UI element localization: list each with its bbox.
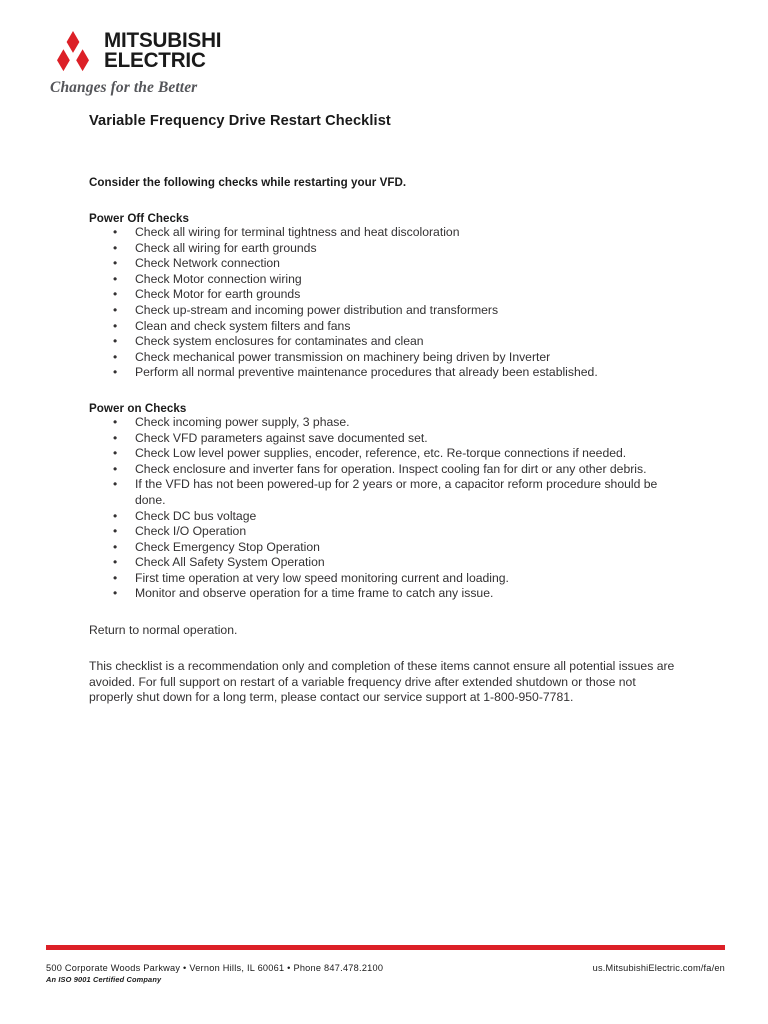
closing-paragraph: Return to normal operation. (89, 623, 238, 638)
list-item: • Check mechanical power transmission on machinery being driven by Inverter (89, 350, 689, 366)
mitsubishi-three-diamond-icon (50, 31, 96, 73)
list-item: • First time operation at very low speed monitoring current and loading. (89, 571, 689, 587)
footer-address: 500 Corporate Woods Parkway • Vernon Hills, IL 60061 • Phone 847.478.2100 (46, 963, 384, 973)
list-item: • Perform all normal preventive maintenance procedures that already been established. (89, 365, 689, 381)
page-title: Variable Frequency Drive Restart Checklist (89, 113, 391, 129)
list-item: • Check up-stream and incoming power distribution and transformers (89, 303, 689, 319)
footer-website-link[interactable]: us.MitsubishiElectric.com/fa/en (592, 963, 725, 973)
checklist-power-off (89, 225, 689, 381)
footer-company-info (46, 962, 506, 985)
list-item: • Check Network connection (89, 256, 689, 272)
list-item: • Check all wiring for terminal tightness and heat discoloration (89, 225, 689, 241)
list-item: • Check Motor for earth grounds (89, 287, 689, 303)
list-item: • Check Low level power supplies, encoder, reference, etc. Re-torque connections if needed. (89, 446, 689, 462)
list-item: • Check Emergency Stop Operation (89, 540, 689, 556)
checklist-power-on (89, 415, 689, 602)
list-item: • Check I/O Operation (89, 524, 689, 540)
list-item: • Check all wiring for earth grounds (89, 241, 689, 257)
mitsubishi-electric-logo (50, 29, 310, 101)
footer-iso-certification: An ISO 9001 Certified Company (46, 975, 162, 984)
brand-wordmark (104, 28, 226, 72)
list-item: • Check All Safety System Operation (89, 555, 689, 571)
list-item: • Check Motor connection wiring (89, 272, 689, 288)
document-body (89, 113, 689, 706)
wordmark-line-electric: ELECTRIC (104, 47, 206, 72)
disclaimer-paragraph: This checklist is a recommendation only and completion of these items cannot ensure all potential issues are avoided. For full support on restart of a variable frequency drive after extended shutdown or those not properly shut down for a long term, please contact our service support at 1-800-950-7781. (89, 658, 675, 705)
list-item: • Check DC bus voltage (89, 509, 689, 525)
list-item: • Check VFD parameters against save documented set. (89, 431, 689, 447)
list-item: • Monitor and observe operation for a time frame to catch any issue. (89, 586, 689, 602)
brand-tagline: Changes for the Better (50, 79, 198, 96)
footer-divider-rule (46, 945, 725, 950)
section-spacer (89, 381, 689, 402)
list-item: • Check incoming power supply, 3 phase. (89, 415, 689, 431)
lead-paragraph: Consider the following checks while restarting your VFD. (89, 176, 407, 189)
section-heading-power-on: Power on Checks (89, 401, 187, 415)
list-item: • Check enclosure and inverter fans for operation. Inspect cooling fan for dirt or any other debris. (89, 462, 689, 478)
section-heading-power-off: Power Off Checks (89, 212, 190, 225)
wordmark-line-mitsubishi: MITSUBISHI (104, 28, 222, 52)
list-item: • Clean and check system filters and fans (89, 319, 689, 335)
list-item: • Check system enclosures for contaminates and clean (89, 334, 689, 350)
list-item: • If the VFD has not been powered-up for 2 years or more, a capacitor reform procedure should be done. (89, 477, 689, 508)
